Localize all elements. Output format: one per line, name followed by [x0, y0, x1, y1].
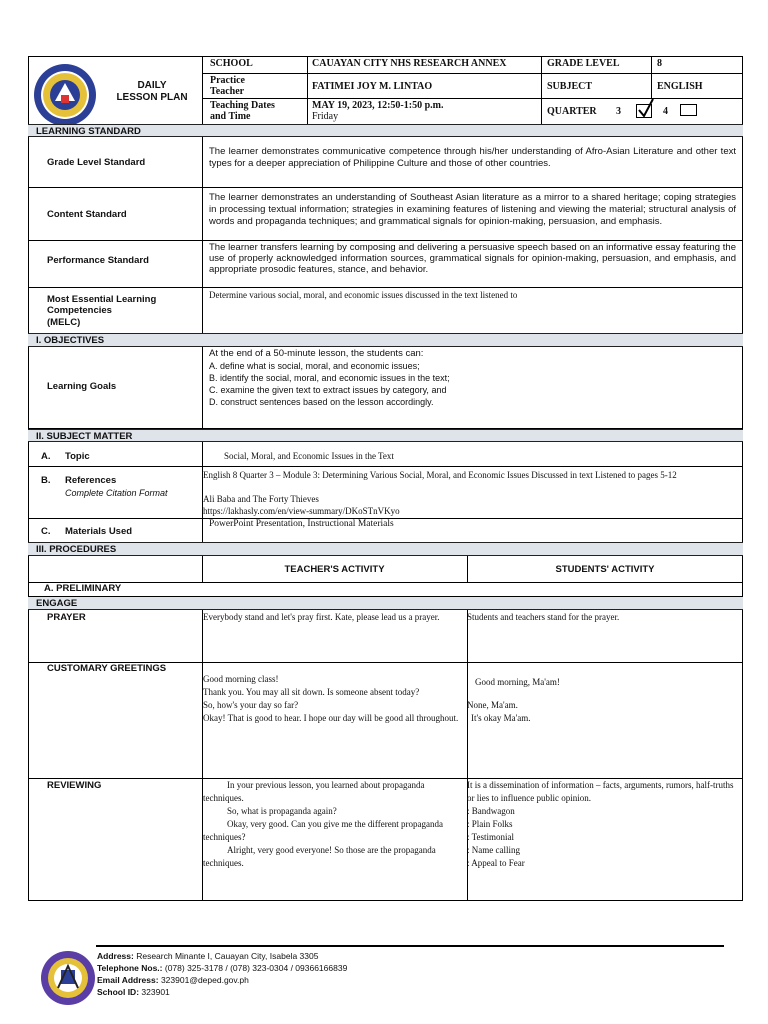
objective-item: C. examine the given text to extract issues by category, and [209, 385, 447, 395]
prayer-teacher-text: Everybody stand and let's pray first. Kate, please lead us a prayer. [203, 612, 440, 622]
grade-level-standard-text: The learner demonstrates communicative competence through his/her understanding of Afro-Asian Literature and other text types for a deeper appreciation of Philippine Culture and those of other countries. [209, 146, 736, 169]
subject-value: ENGLISH [657, 81, 703, 92]
objective-item: D. construct sentences based on the lesson accordingly. [209, 397, 434, 407]
technique-item: : Bandwagon [467, 806, 515, 816]
reviewing-teacher-line: In your previous lesson, you learned about propaganda techniques. [203, 780, 425, 803]
subject-label: SUBJECT [547, 81, 593, 92]
technique-item: : Appeal to Fear [467, 858, 525, 868]
references-sub: Complete Citation Format [65, 488, 168, 498]
phone-value: (078) 325-3178 / (078) 323-0304 / 09366166839 [164, 963, 348, 973]
topic-value: Social, Moral, and Economic Issues in the Text [224, 451, 394, 461]
teacher-value: FATIMEI JOY M. LINTAO [312, 81, 433, 92]
quarter-3-checkbox-checked[interactable] [636, 104, 652, 118]
procedures-band: III. PROCEDURES [28, 542, 743, 556]
topic-label: Topic [65, 451, 90, 462]
prayer-label: PRAYER [47, 612, 86, 623]
reviewing-student-answer: It is a dissemination of information – facts, arguments, rumors, half-truths or lies to influence public opinion. [467, 780, 734, 803]
email-label: Email Address: [97, 975, 159, 985]
footer-divider [96, 945, 724, 947]
school-id-value: 323901 [141, 987, 170, 997]
greetings-teacher-line: Thank you. You may all sit down. Is someone absent today? [203, 687, 420, 697]
reviewing-teacher-line: Okay, very good. Can you give me the different propaganda techniques? [203, 819, 443, 842]
dates-label-line1: Teaching Dates [210, 100, 275, 111]
teacher-activity-header: TEACHER'S ACTIVITY [284, 564, 385, 575]
grade-level-label: GRADE LEVEL [547, 58, 620, 69]
objectives-list [209, 360, 450, 408]
melc-label-line1: Most Essential Learning [47, 294, 157, 305]
materials-letter: C. [41, 526, 51, 537]
references-label: References [65, 475, 117, 486]
quarter-4-checkbox[interactable] [680, 104, 697, 116]
school-seal [40, 950, 96, 1006]
quarter-option-3: 3 [616, 106, 621, 117]
daily-title: DAILY [137, 80, 167, 91]
objectives-intro: At the end of a 50-minute lesson, the students can: [209, 348, 424, 359]
technique-item: : Plain Folks [467, 819, 513, 829]
footer-phone [97, 962, 347, 974]
objective-item: B. identify the social, moral, and economic issues in the text; [209, 373, 450, 383]
email-value: 323901@deped.gov.ph [160, 975, 249, 985]
technique-item: : Testimonial [467, 832, 514, 842]
references-link[interactable]: https://lakhasly.com/en/view-summary/DKoSTnVKyo [203, 506, 400, 516]
references-line2: Ali Baba and The Forty Thieves [203, 494, 319, 504]
materials-label: Materials Used [65, 526, 133, 537]
melc-label-line2: Competencies [47, 305, 112, 316]
footer-email [97, 974, 249, 986]
subject-matter-band: II. SUBJECT MATTER [28, 429, 743, 442]
performance-standard-label: Performance Standard [47, 255, 149, 266]
materials-value: PowerPoint Presentation, Instructional Materials [209, 519, 394, 529]
checkmark-icon [637, 97, 657, 119]
greetings-teacher-line: Okay! That is good to hear. I hope our day will be good all throughout. [203, 713, 459, 723]
engage-band: ENGAGE [28, 597, 743, 610]
school-id-label: School ID: [97, 987, 140, 997]
teacher-label-line1: Practice [210, 75, 245, 86]
grade-level-standard-label: Grade Level Standard [47, 157, 146, 168]
phone-label: Telephone Nos.: [97, 963, 163, 973]
melc-text: Determine various social, moral, and economic issues discussed in the text listened to [209, 290, 518, 300]
content-standard-label: Content Standard [47, 209, 127, 220]
melc-label-line3: (MELC) [47, 317, 81, 328]
footer-school-id [97, 986, 170, 998]
deped-seal [33, 63, 97, 127]
day-value: Friday [312, 111, 339, 122]
objectives-band: I. OBJECTIVES [28, 333, 743, 347]
learning-standard-band: LEARNING STANDARD [28, 124, 743, 137]
student-activity-header: STUDENTS' ACTIVITY [555, 564, 655, 575]
greetings-teacher-line: Good morning class! [203, 674, 279, 684]
reviewing-label: REVIEWING [47, 780, 102, 791]
dates-label-line2: and Time [210, 111, 251, 122]
quarter-label: QUARTER [547, 106, 597, 117]
lesson-plan-title: LESSON PLAN [116, 92, 188, 103]
preliminary-label: A. PRELIMINARY [44, 583, 122, 594]
school-label: SCHOOL [210, 58, 253, 69]
reviewing-teacher-line: Alright, very good everyone! So those are the propaganda techniques. [203, 845, 436, 868]
technique-item: : Name calling [467, 845, 520, 855]
content-standard-text: The learner demonstrates an understanding of Southeast Asian literature as a mirror to a shared heritage; coping strategies in processing textual information; strategies in examining features of listening and viewing the material; structural analysis of words and propaganda techniques; and grammatical signals for opinion-making, persuasion, and emphasis. [209, 192, 736, 227]
references-line1: English 8 Quarter 3 – Module 3: Determining Various Social, Moral, and Economic Issues Discussed in text Listened to pages 5-12 [203, 470, 677, 480]
greetings-student-line: Good morning, Ma'am! [475, 677, 560, 687]
school-value: CAUAYAN CITY NHS RESEARCH ANNEX [312, 58, 507, 69]
learning-goals-label: Learning Goals [47, 381, 117, 392]
quarter-option-4: 4 [663, 106, 668, 117]
prayer-student-text: Students and teachers stand for the prayer. [467, 612, 620, 622]
grade-level-value: 8 [657, 58, 662, 69]
references-letter: B. [41, 475, 51, 486]
reviewing-teacher-line: So, what is propaganda again? [227, 806, 337, 816]
topic-letter: A. [41, 451, 51, 462]
teacher-label-line2: Teacher [210, 86, 245, 97]
address-label: Address: [97, 951, 134, 961]
greetings-label: CUSTOMARY GREETINGS [47, 663, 167, 674]
greetings-teacher-line: So, how's your day so far? [203, 700, 299, 710]
dates-value: MAY 19, 2023, 12:50-1:50 p.m. [312, 100, 444, 111]
performance-standard-text: The learner transfers learning by composing and delivering a persuasive speech based on an informative essay featuring the use of properly acknowledged information sources, grammatical signals for opinion-making, persuasion, and emphasis, and appropriate prosodic features, stance, and behavior. [209, 242, 736, 275]
greetings-student-line: None, Ma'am. [467, 700, 518, 710]
objective-item: A. define what is social, moral, and economic issues; [209, 361, 420, 371]
footer-address [97, 950, 318, 962]
greetings-student-line: It's okay Ma'am. [471, 713, 531, 723]
address-value: Research Minante I, Cauayan City, Isabela 3305 [136, 951, 319, 961]
